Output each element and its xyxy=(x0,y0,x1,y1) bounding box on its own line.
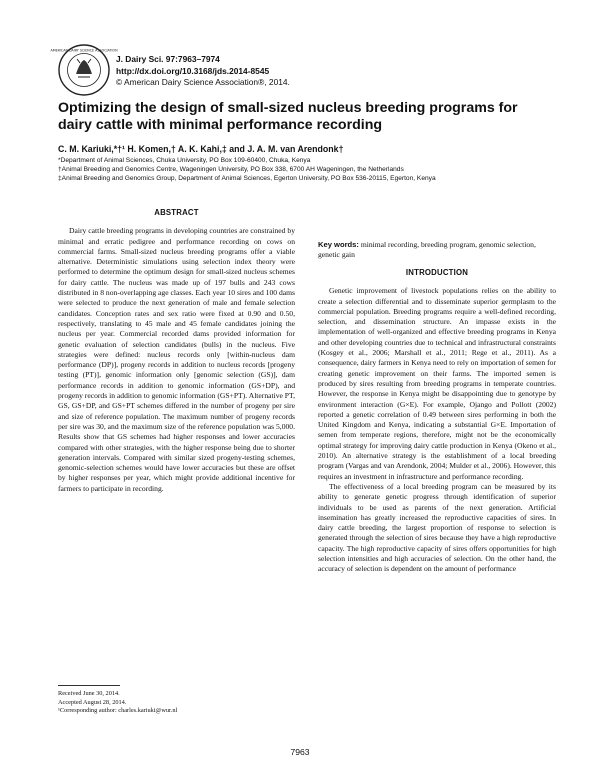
page-number: 7963 xyxy=(290,747,310,757)
seal-lettering: AMERICAN DAIRY SCIENCE ASSOCIATION xyxy=(50,48,118,53)
affiliation-1: *Department of Animal Sciences, Chuka University, PO Box 109-60400, Chuka, Kenya xyxy=(58,157,311,164)
copyright-line: © American Dairy Science Association®, 2014. xyxy=(116,77,290,87)
abstract-heading: ABSTRACT xyxy=(154,208,199,217)
intro-paragraph-2: The effectiveness of a local breeding program can be measured by its ability to generate genetic progress through identification of superior individuals to be used as parents of the next generation. Artificial insemination has greatly increased the reproductive capacities of sires. In dairy cattle breeding, the largest proportion of response to selection is generated through the selection of sires because they have a high reproductive capacity. The high reproductive capacity of sires offers opportunities for high selection intensities and high accuracies of selection. On the other hand, the accuracy of selection is dependent on the amount of performance xyxy=(318,481,556,574)
journal-meta xyxy=(116,54,290,89)
ads-association-seal xyxy=(50,44,118,96)
corresponding-author: ¹Corresponding author: charles.kariuki@wur.nl xyxy=(58,707,178,715)
keywords xyxy=(318,240,556,261)
affiliations xyxy=(58,156,558,184)
doi-link[interactable]: http://dx.doi.org/10.3168/jds.2014-8545 xyxy=(116,65,270,76)
introduction-section xyxy=(318,268,556,575)
journal-citation: J. Dairy Sci. 97:7963–7974 xyxy=(116,54,220,64)
affiliation-2: †Animal Breeding and Genomics Centre, Wageningen University, PO Box 338, 6700 AH Wageningen, the Netherlands xyxy=(58,166,404,174)
footnotes xyxy=(58,690,177,716)
footnote-divider xyxy=(58,685,120,686)
accepted-date: Accepted August 28, 2014. xyxy=(58,698,127,706)
keywords-label: Key words: xyxy=(318,240,359,249)
introduction-heading: INTRODUCTION xyxy=(405,268,469,277)
author-list: C. M. Kariuki,*†¹ H. Komen,† A. K. Kahi,‡ and J. A. M. van Arendonk† xyxy=(58,144,344,154)
intro-paragraph-1: Genetic improvement of livestock populations relies on the ability to create a selection differential and to disseminate superior germplasm to the commercial population. Breeding programs require a well-defined recording, selection, and dissemination structure. An impasse exists in the implementation of well-organized and effective breeding programs in Kenya and other developing countries due to technical and infrastructural constraints (Kosgey et al., 2006; Marshall et al., 2011; Rege et al., 2011). As a consequence, dairy farmers in Kenya need to rely on importation of semen for creating genetic improvement on their farms. The imported semen is produced by sires resulting from breeding programs in temperate countries. However, the response in Kenya might be disappointing due to genotype by environment interaction (G×E). For example, Ojango and Pollott (2002) reported a genetic correlation of 0.49 between sires performing in both the United Kingdom and Kenya, indicating a substantial G×E. Importation of semen from temperate regions, therefore, might not be the economically optimal strategy for improving dairy cattle production in Kenya (Okeno et al., 2010). An alternative strategy is the establishment of a local breeding program (Vargas and van Arendonk, 2004; Mulder et al., 2006). However, this requires an investment in infrastructure and performance recording. xyxy=(318,286,556,481)
abstract-text: Dairy cattle breeding programs in developing countries are constrained by minimal and erratic pedigree and performance recording on cows on commercial farms. Small-sized nucleus breeding programs offer a viable alternative. Deterministic simulations using selection index theory were performed to determine the optimum design for small-sized nucleus schemes for dairy cattle. The nucleus was made up of 197 bulls and 243 cows distributed in 8 non-overlapping age classes. Each year 10 sires and 100 dams were selected to produce the next generation of male and female selection candidates. Conception rates and sex ratio were fixed at 0.90 and 0.50, respectively, translating to 45 male and 45 female candidates joining the nucleus per year. Commercial recorded dams provided information for genetic evaluation of selection candidates (bulls) in the nucleus. Five strategies were defined: nucleus records only [within-nucleus dam performance (DP)], progeny records in addition to nucleus records [progeny testing (PT)], genomic information only [genomic selection (GS)], dam performance records in addition to genomic information (GS+DP), and progeny records in addition to genomic information (GS+PT). Alternative PT, GS, GS+DP, and GS+PT schemes differed in the number of progeny per sire and size of reference population. The maximum number of progeny records per sire was 30, and the maximum size of the reference population was 5,000. Results show that GS schemes had higher responses and lower accuracies compared with other strategies, with the higher response being due to shorter generation intervals. Compared with similar sized progeny-testing schemes, genomic-selection schemes would have lower accuracies but these are offset by higher responses per year, which might provide additional incentive for farmers to participate in recording. xyxy=(58,226,295,493)
paper-title: Optimizing the design of small-sized nucleus breeding programs for dairy cattle with minimal performance recording xyxy=(58,100,518,133)
received-date: Received June 30, 2014. xyxy=(58,690,120,697)
abstract-section xyxy=(58,208,295,494)
affiliation-3: ‡Animal Breeding and Genomics Group, Department of Animal Sciences, Egerton University, PO Box 536-20115, Egerton, Kenya xyxy=(58,175,436,183)
keywords-text: minimal recording, breeding program, genomic selection, genetic gain xyxy=(318,240,536,260)
